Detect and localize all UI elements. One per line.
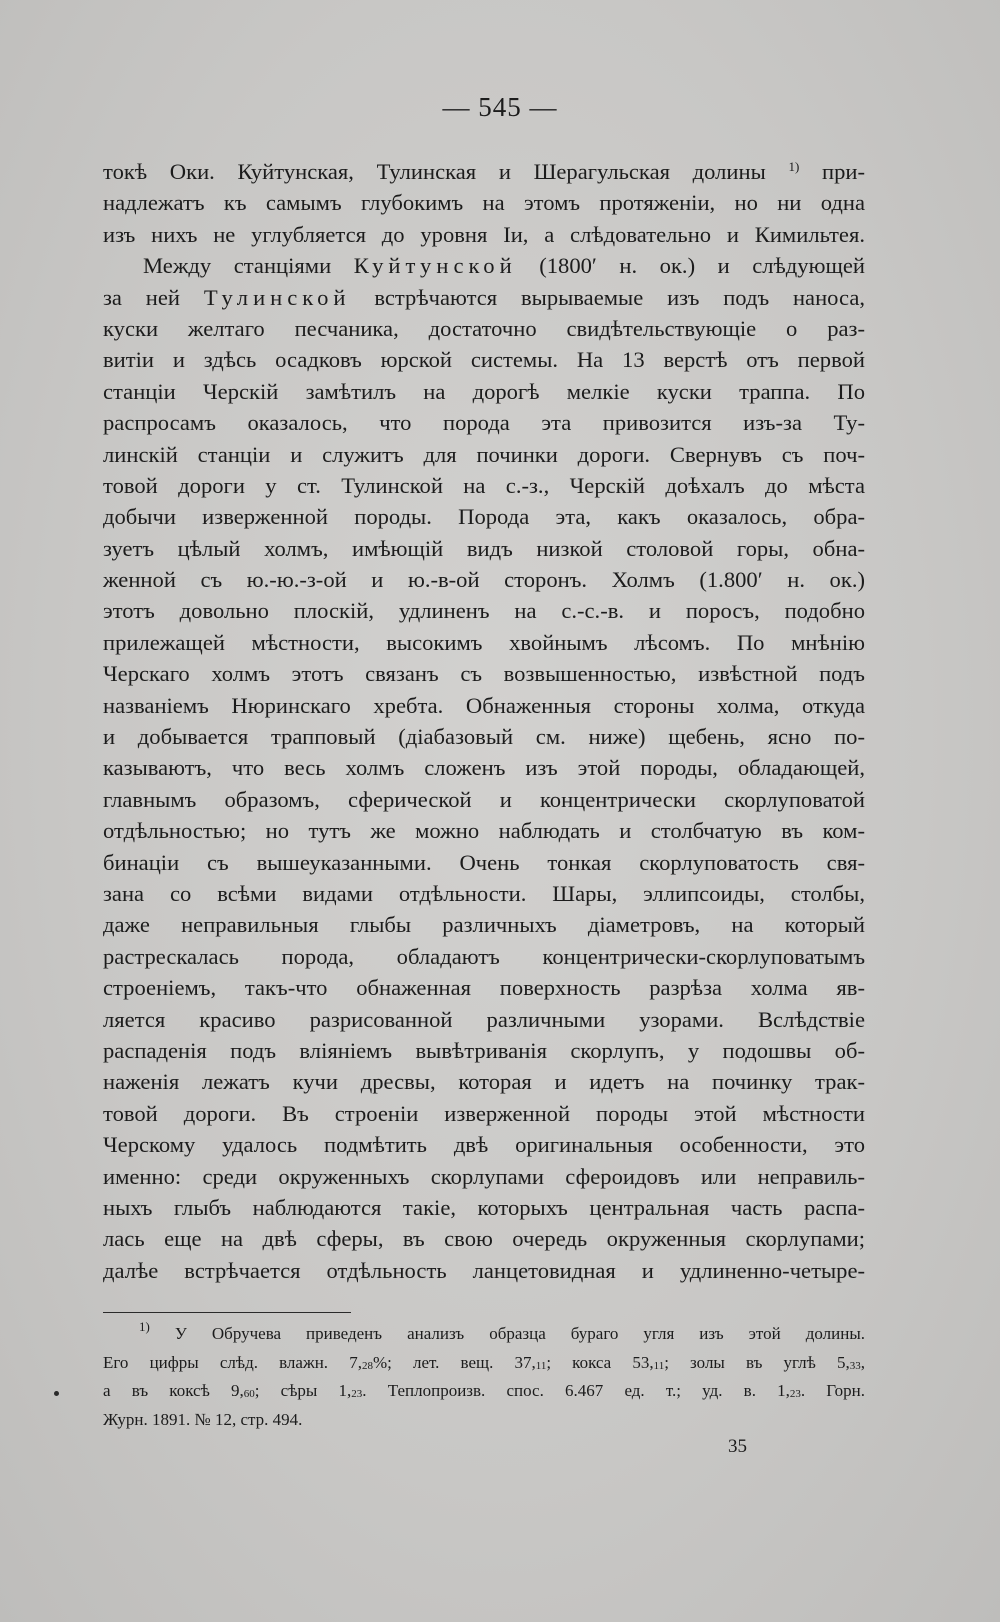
spaced-station-name: Куйтунской <box>353 253 517 279</box>
text-line: названіемъ Нюринскаго хребта. Обнаженныя стороны холма, откуда <box>103 692 865 718</box>
text-line: куски желтаго песчаника, достаточно свидѣтельствующіе о раз- <box>103 315 865 341</box>
text-segment: токѣ Оки. Куйтунская, Тулинская и Шерагульская долины <box>103 159 789 184</box>
text-line: ляется красиво разрисованной различными узорами. Вслѣдствіе <box>103 1006 865 1032</box>
text-segment: . Горн. <box>800 1381 865 1400</box>
text-line <box>103 156 865 187</box>
text-segment: а въ коксѣ 9, <box>103 1381 244 1400</box>
decimal-subscript: 11 <box>535 1359 547 1372</box>
text-line: ныхъ глыбъ наблюдаются такіе, которыхъ центральная часть распа- <box>103 1194 865 1220</box>
signature-mark: 35 <box>728 1436 747 1457</box>
text-line: распросамъ оказалось, что порода эта привозится изъ-за Ту- <box>103 410 865 436</box>
text-line: даже неправильныя глыбы различныхъ діаметровъ, на который <box>103 912 865 938</box>
text-line: Черскому удалось подмѣтить двѣ оригинальныя особенности, это <box>103 1132 865 1158</box>
paragraph-first-line <box>103 250 865 281</box>
text-segment: Между станціями <box>143 253 354 279</box>
text-line: товой дороги. Въ строеніи изверженной породы этой мѣстности <box>103 1100 865 1126</box>
text-line: лась еще на двѣ сферы, въ свою очередь окруженныя скорлупами; <box>103 1226 865 1252</box>
text-line: добычи изверженной породы. Порода эта, какъ оказалось, обра- <box>103 504 865 530</box>
text-line: и добывается трапповый (діабазовый см. ниже) щебень, ясно по- <box>103 724 865 750</box>
decimal-subscript: 23 <box>789 1388 801 1400</box>
text-segment: ; сѣры 1, <box>254 1381 352 1400</box>
text-line: именно: среди окруженныхъ скорлупами сфероидовъ или неправиль- <box>103 1163 865 1189</box>
text-line: зуетъ цѣлый холмъ, имѣющій видъ низкой столовой горы, обна- <box>103 535 865 561</box>
text-line: Черскаго холмъ этотъ связанъ съ возвышенностью, извѣстной подъ <box>103 661 865 687</box>
decimal-subscript: 33 <box>849 1359 861 1372</box>
footnote-line <box>103 1320 865 1349</box>
text-line: товой дороги у ст. Тулинской на с.-з., Черскій доѣхалъ до мѣста <box>103 472 865 498</box>
text-line: этотъ довольно плоскій, удлиненъ на с.-с.-в. и поросъ, подобно <box>103 598 865 624</box>
text-segment: . Теплопроизв. спос. 6.467 ед. т.; уд. в. 1, <box>362 1381 790 1400</box>
text-line: станціи Черскій замѣтилъ на дорогѣ мелкіе куски траппа. По <box>103 378 865 404</box>
footnote-line: Журн. 1891. № 12, стр. 494. <box>103 1409 303 1429</box>
text-line: бинаціи съ вышеуказанными. Очень тонкая скорлуповатость свя- <box>103 849 865 875</box>
text-segment: , <box>860 1352 865 1372</box>
text-line: строеніемъ, такъ-что обнаженная поверхность разрѣза холма яв- <box>103 975 865 1001</box>
footnote-line <box>103 1377 865 1406</box>
text-line: линскій станціи и служитъ для починки дороги. Свернувъ съ поч- <box>103 441 865 467</box>
text-line <box>103 282 865 313</box>
text-segment: %; лет. вещ. 37, <box>372 1352 536 1372</box>
decimal-subscript: 28 <box>361 1359 373 1372</box>
text-segment: У Обручева приведенъ анализъ образца бураго угля изъ этой долины. <box>149 1324 865 1343</box>
text-line: казываютъ, что весь холмъ сложенъ изъ этой породы, обладающей, <box>103 755 865 781</box>
text-segment: за ней <box>103 284 204 310</box>
footnote <box>103 1320 865 1434</box>
footnote-reference: 1) <box>788 159 800 174</box>
text-line: женной съ ю.-ю.-з-ой и ю.-в-ой сторонъ. Холмъ (1.800′ н. ок.) <box>103 567 865 593</box>
text-line: главнымъ образомъ, сферической и концентрически скорлуповатой <box>103 786 865 812</box>
text-line: далѣе встрѣчается отдѣльность ланцетовидная и удлиненно-четыре- <box>103 1257 865 1283</box>
text-line: наженія лежатъ кучи дресвы, которая и идетъ на починку трак- <box>103 1069 865 1095</box>
text-line: витіи и здѣсь осадковъ юрской системы. На 13 верстѣ отъ первой <box>103 347 865 373</box>
text-segment: встрѣчаются вырываемые изъ подъ наноса, <box>350 284 865 310</box>
text-line: отдѣльностью; но тутъ же можно наблюдать и столбчатую въ ком- <box>103 818 865 844</box>
text-segment: ; кокса 53, <box>546 1352 654 1372</box>
text-line: зана со всѣми видами отдѣльности. Шары, эллипсоиды, столбы, <box>103 880 865 906</box>
decimal-subscript: 11 <box>653 1359 665 1372</box>
text-segment: ; золы въ углѣ 5, <box>664 1352 850 1372</box>
decimal-subscript: 60 <box>243 1388 255 1400</box>
text-line: растрескалась порода, обладаютъ концентрически-скорлуповатымъ <box>103 943 865 969</box>
text-line: надлежатъ къ самымъ глубокимъ на этомъ протяженіи, но ни одна <box>103 190 865 216</box>
text-segment: при- <box>799 159 866 184</box>
text-segment: Его цифры слѣд. влажн. 7, <box>103 1352 362 1372</box>
body-text <box>103 156 865 1286</box>
spaced-station-name: Тулинской <box>203 284 351 310</box>
text-line: изъ нихъ не углубляется до уровня Іи, а слѣдовательно и Кимильтея. <box>103 221 865 247</box>
footnote-separator <box>103 1312 351 1313</box>
decimal-subscript: 23 <box>351 1388 363 1400</box>
text-line: распаденія подъ вліяніемъ вывѣтриванія скорлупъ, у подошвы об- <box>103 1037 865 1063</box>
footnote-line <box>103 1349 865 1378</box>
page-number: — 545 — <box>442 92 558 122</box>
footnote-marker: 1) <box>139 1319 150 1334</box>
print-speck <box>54 1391 59 1396</box>
text-line: прилежащей мѣстности, высокимъ хвойнымъ лѣсомъ. По мнѣнію <box>103 629 865 655</box>
text-segment: (1800′ н. ок.) и слѣдующей <box>516 253 865 279</box>
